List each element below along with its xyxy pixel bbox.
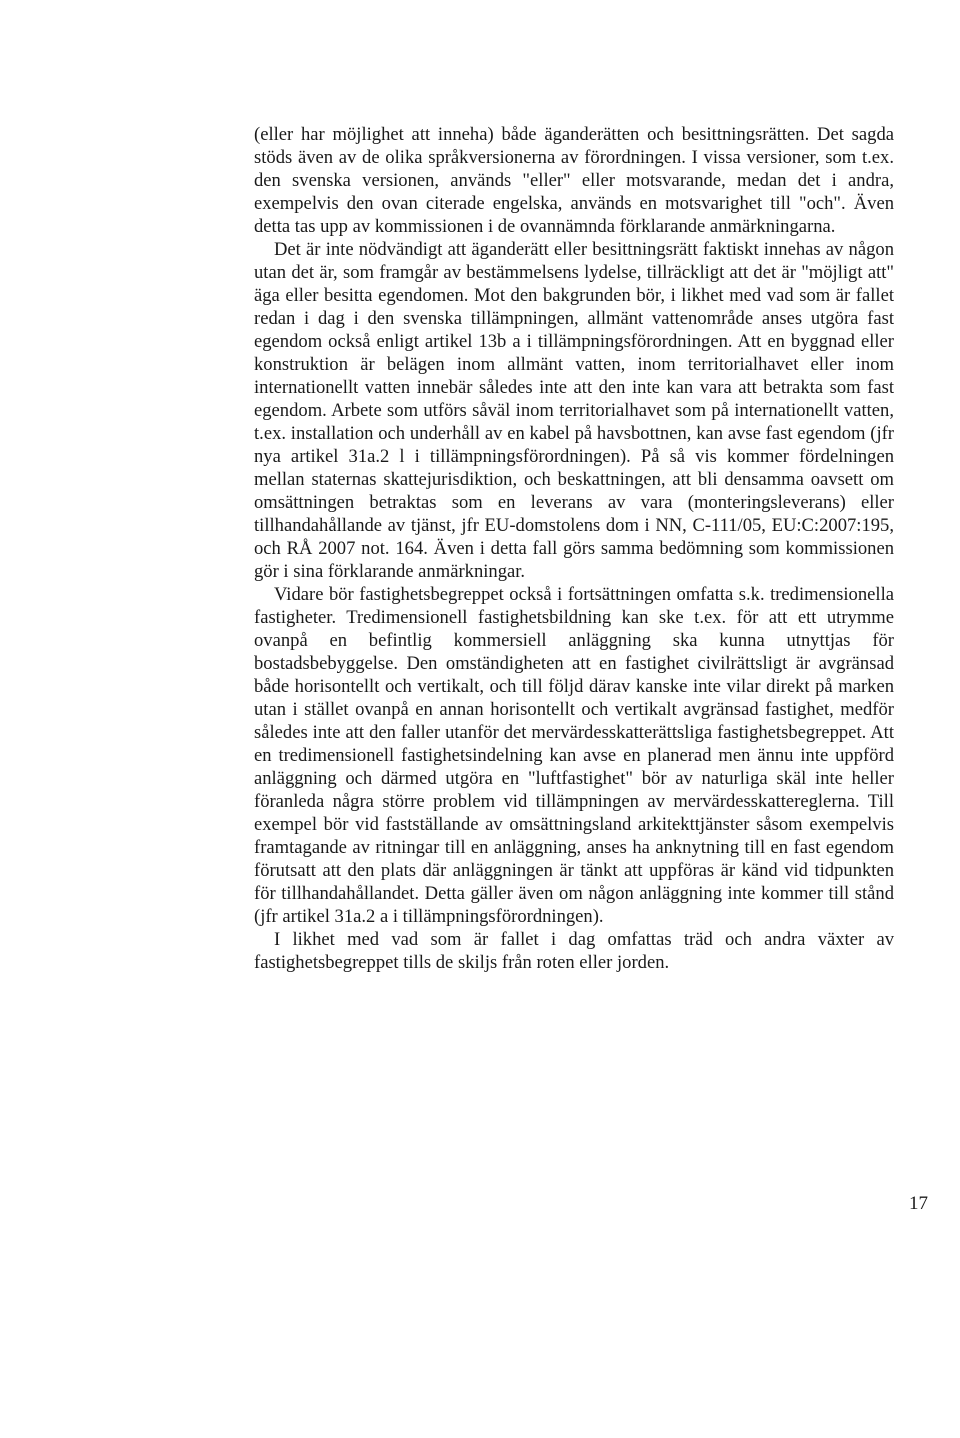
paragraph-3: Vidare bör fastighetsbegreppet också i fortsättningen omfatta s.k. tredimensionella fastigheter. Tredimensionell fastighetsbildning kan ske t.ex. för att ett utrymme ovanpå en befintlig kommersiell anläggning ska kunna utnyttjas för bostadsbebyggelse. Den omständigheten att en fastighet civilrättsligt är avgränsad både horisontellt och vertikalt, och till följd därav kanske inte vilar direkt på marken utan i stället ovanpå en annan horisontellt och vertikalt avgränsad fastighet, medför således inte att den faller utanför det mervärdesskatterättsliga fastighetsbegreppet. Att en tredimensionell fastighetsindelning kan avse en planerad men ännu inte uppförd anläggning och därmed utgöra en "luftfastighet" bör av naturliga skäl inte heller föranleda några större problem vid tillämpningen av mervärdesskattereglerna. Till exempel bör vid fastställande av omsättningsland arkitekttjänster såsom exempelvis framtagande av ritningar till en anläggning, anses ha anknytning till en fast egendom förutsatt att den plats där anläggningen är tänkt att uppföras är känd vid tidpunkten för tillhandahållandet. Detta gäller även om någon anläggning inte kommer till stånd (jfr artikel 31a.2 a i tillämpningsförordningen). <box>254 584 894 927</box>
paragraph-4: I likhet med vad som är fallet i dag omfattas träd och andra växter av fastighetsbegreppet tills de skiljs från roten eller jorden. <box>254 929 894 973</box>
page-number: 17 <box>909 1193 928 1214</box>
body-text <box>254 123 894 974</box>
paragraph-2: Det är inte nödvändigt att äganderätt eller besittningsrätt faktiskt innehas av någon utan det är, som framgår av bestämmelsens lydelse, tillräckligt att det är "möjligt att" äga eller besitta egendomen. Mot den bakgrunden bör, i likhet med vad som är fallet redan i dag i den svenska tillämpningen, allmänt vattenområde anses utgöra fast egendom också enligt artikel 13b a i tillämpningsförordningen. Att en byggnad eller konstruktion är belägen inom allmänt vatten, inom territorialhavet eller inom internationellt vatten innebär således inte att den inte kan vara att betrakta som fast egendom. Arbete som utförs såväl inom territorialhavet som på internationellt vatten, t.ex. installation och underhåll av en kabel på havsbottnen, kan avse fast egendom (jfr nya artikel 31a.2 l i tillämpningsförordningen). På så vis kommer fördelningen mellan staternas skattejurisdiktion, och beskattningen, att bli densamma oavsett om omsättningen betraktas som en leverans av vara (monteringsleverans) eller tillhandahållande av tjänst, jfr EU-domstolens dom i NN, C-111/05, EU:C:2007:195, och RÅ 2007 not. 164. Även i detta fall görs samma bedömning som kommissionen gör i sina förklarande anmärkningar. <box>254 239 894 582</box>
paragraph-1: (eller har möjlighet att inneha) både äganderätten och besittningsrätten. Det sagda stöds även av de olika språkversionerna av förordningen. I vissa versioner, som t.ex. den svenska versionen, används "eller" eller motsvarande, medan det i andra, exempelvis den ovan citerade engelska, används en motsvarighet till "och". Även detta tas upp av kommissionen i de ovannämnda förklarande anmärkningarna. <box>254 124 894 237</box>
